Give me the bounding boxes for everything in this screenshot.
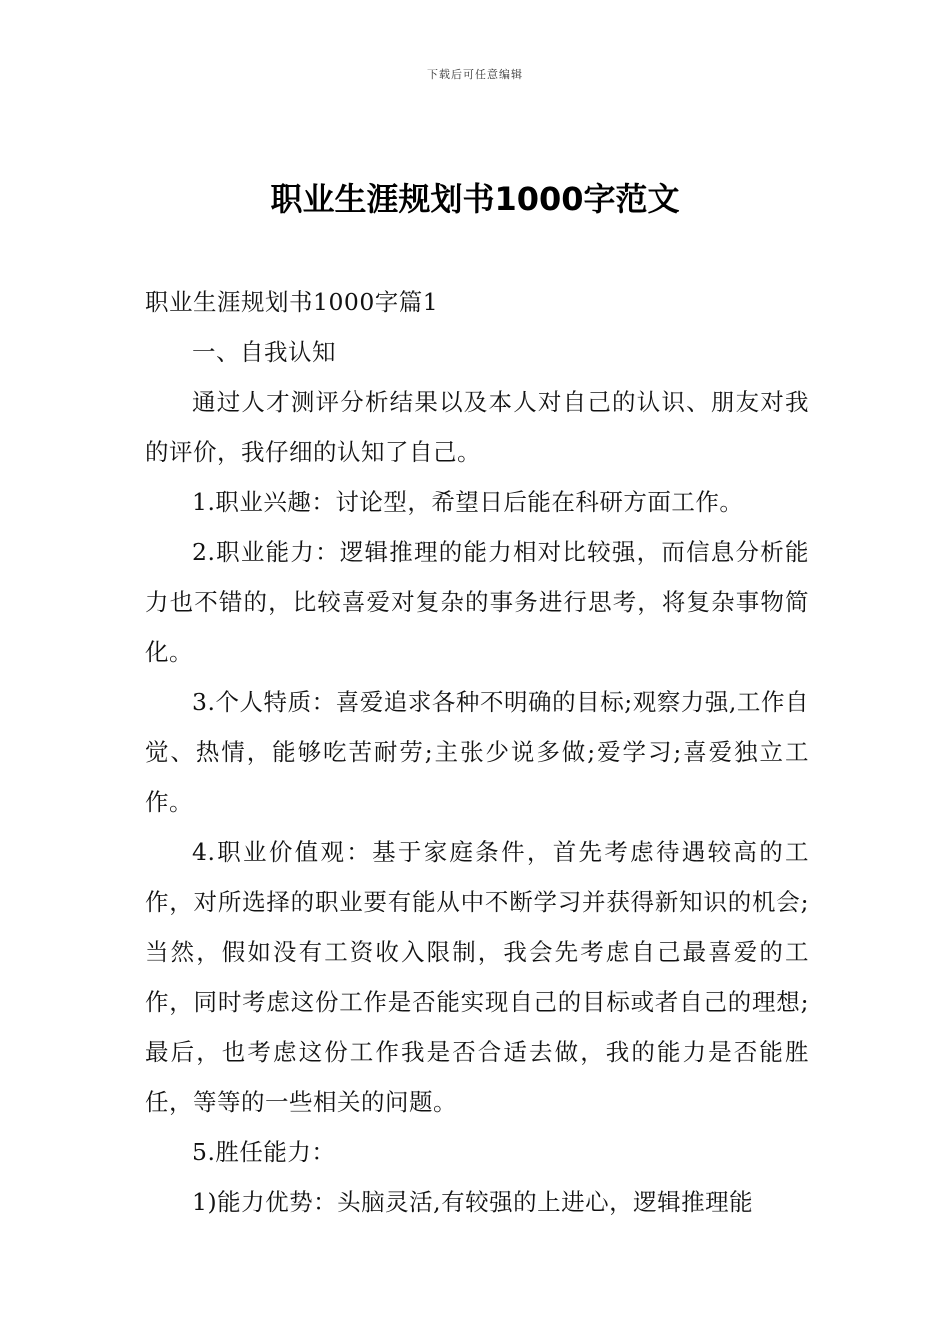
header-note: 下载后可任意编辑 — [427, 68, 523, 81]
paragraph: 4.职业价值观：基于家庭条件，首先考虑待遇较高的工作，对所选择的职业要有能从中不断学习并获得新知识的机会;当然，假如没有工资收入限制，我会先考虑自己最喜爱的工作，同时考虑这份工作是否能实现自己的目标或者自己的理想;最后，也考虑这份工作我是否合适去做，我的能力是否能胜任，等等的一些相关的问题。 — [145, 838, 809, 1116]
section-heading: 职业生涯规划书1000字篇1 — [145, 288, 439, 316]
paragraph: 2.职业能力：逻辑推理的能力相对比较强，而信息分析能力也不错的，比较喜爱对复杂的事务进行思考，将复杂事物简化。 — [145, 538, 809, 666]
paragraph: 1.职业兴趣：讨论型，希望日后能在科研方面工作。 — [192, 488, 744, 516]
paragraph: 5.胜任能力： — [192, 1138, 336, 1166]
paragraph: 通过人才测评分析结果以及本人对自己的认识、朋友对我的评价，我仔细的认知了自己。 — [145, 388, 809, 466]
document-title: 职业生涯规划书1000字范文 — [270, 180, 680, 218]
paragraph: 3.个人特质：喜爱追求各种不明确的目标;观察力强,工作自觉、热情，能够吃苦耐劳;主张少说多做;爱学习;喜爱独立工作。 — [145, 688, 809, 816]
paragraph: 一、自我认知 — [192, 338, 336, 366]
paragraph: 1)能力优势：头脑灵活,有较强的上进心，逻辑推理能 — [192, 1188, 754, 1216]
document-body — [145, 277, 809, 1227]
